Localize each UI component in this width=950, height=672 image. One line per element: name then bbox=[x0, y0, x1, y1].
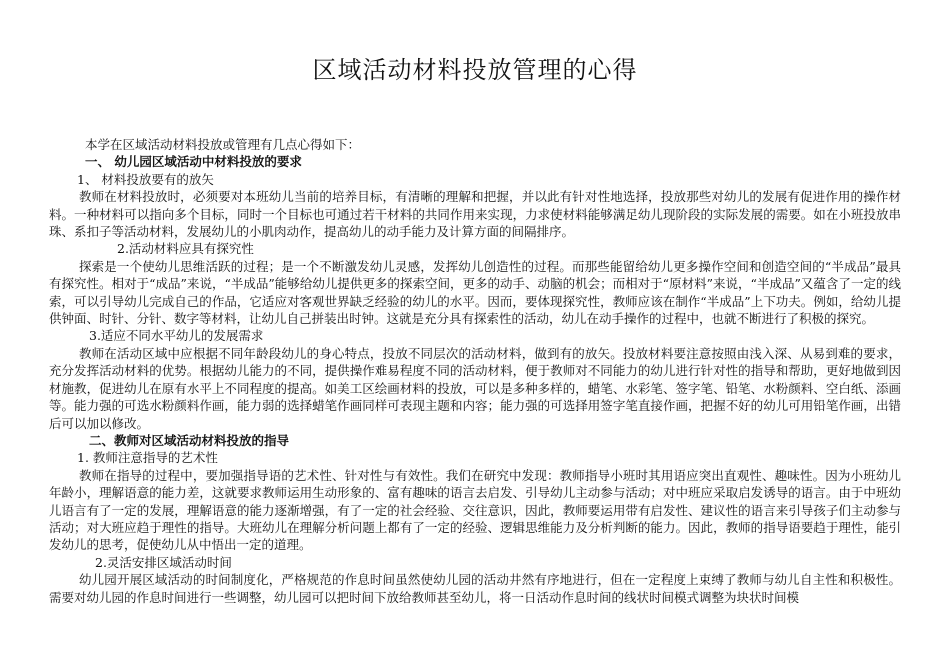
section-1-sub-2-heading: 2.活动材料应具有探究性 bbox=[117, 241, 254, 257]
document-body bbox=[49, 136, 901, 606]
section-1-heading: 一、 幼儿园区域活动中材料投放的要求 bbox=[85, 154, 302, 170]
section-1-sub-1-heading: 1、 材料投放要有的放矢 bbox=[77, 171, 214, 187]
section-1-sub-3-heading: 3.适应不同水平幼儿的发展需求 bbox=[89, 328, 264, 344]
section-2-sub-1-paragraph: 教师在指导的过程中，要加强指导语的艺术性、针对性与有效性。我们在研究中发现：教师指导小班时其用语应突出直观性、趣味性。因为小班幼儿年龄小，理解语意的能力差，这就要求教师运用生动形象的、富有趣味的语言去启发、引导幼儿主动参与活动；对中班应采取启发诱导的语言。由于中班幼儿语言有了一定的发展，理解语意的能力逐渐增强，有了一定的社会经验、交往意识，因此，教师要运用带有启发性、建议性的语言来引导孩子们主动参与活动；对大班应趋于理性的指导。大班幼儿在理解分析问题上都有了一定的经验、逻辑思维能力及分析判断的能力。因此，教师的指导语要趋于理性，能引发幼儿的思考，促使幼儿从中悟出一定的道理。 bbox=[49, 467, 901, 553]
section-1-sub-2-paragraph: 探索是一个使幼儿思维活跃的过程；是一个不断激发幼儿灵感，发挥幼儿创造性的过程。而那些能留给幼儿更多操作空间和创造空间的“半成品”最具有探究性。相对于“成品”来说，“半成品”能够给幼儿提供更多的探索空间，更多的动手、动脑的机会；而相对于“原材料”来说，“半成品”又蕴含了一定的线索，可以引导幼儿完成自己的作品，它适应对客观世界缺乏经验的幼儿的水平。因而，要体现探究性，教师应该在制作“半成品”上下功夫。例如，给幼儿提供钟面、时针、分针、数字等材料，让幼儿自己拼装出时钟。这就是充分具有探索性的活动，幼儿在动手操作的过程中，也就不断进行了积极的探究。 bbox=[49, 258, 901, 327]
section-1-sub-3-paragraph: 教师在活动区域中应根据不同年龄段幼儿的身心特点，投放不同层次的活动材料，做到有的放矢。投放材料要注意按照由浅入深、从易到难的要求，充分发挥活动材料的优势。根据幼儿能力的不同，提供操作难易程度不同的活动材料，便于教师对不同能力的幼儿进行针对性的指导和帮助，更好地做到因材施教，促进幼儿在原有水平上不同程度的提高。如美工区绘画材料的投放，可以是多种多样的，蜡笔、水彩笔、签字笔、铅笔、水粉颜料、空白纸、添画等。能力强的可选水粉颜料作画，能力弱的选择蜡笔作画同样可表现主题和内容；能力强的可选择用签字笔直接作画，把握不好的幼儿可用铅笔作画，出错后可以加以修改。 bbox=[49, 345, 901, 431]
section-2-heading: 二、教师对区域活动材料投放的指导 bbox=[89, 432, 290, 448]
section-2-sub-1-heading: 1. 教师注意指导的艺术性 bbox=[77, 450, 218, 466]
intro-paragraph: 本学在区域活动材料投放或管理有几点心得如下： bbox=[85, 137, 361, 152]
section-2-sub-2-paragraph: 幼儿园开展区域活动的时间制度化，严格规范的作息时间虽然使幼儿园的活动井然有序地进行，但在一定程度上束缚了教师与幼儿自主性和积极性。需要对幼儿园的作息时间进行一些调整，幼儿园可以把时间下放给教师甚至幼儿，将一日活动作息时间的线状时间模式调整为块状时间模 bbox=[49, 572, 901, 605]
document-title: 区域活动材料投放管理的心得 bbox=[312, 56, 638, 84]
section-2-sub-2-heading: 2.灵活安排区域活动时间 bbox=[95, 554, 232, 570]
section-1-sub-1-paragraph: 教师在材料投放时，必须要对本班幼儿当前的培养目标，有清晰的理解和把握，并以此有针对性地选择，投放那些对幼儿的发展有促进作用的操作材料。一种材料可以指向多个目标，同时一个目标也可通过若干材料的共同作用来实现，力求使材料能够满足幼儿现阶段的实际发展的需要。如在小班投放串珠、系扣子等活动材料，发展幼儿的小肌肉动作，提高幼儿的动手能力及计算方面的间隔排序。 bbox=[49, 189, 901, 240]
